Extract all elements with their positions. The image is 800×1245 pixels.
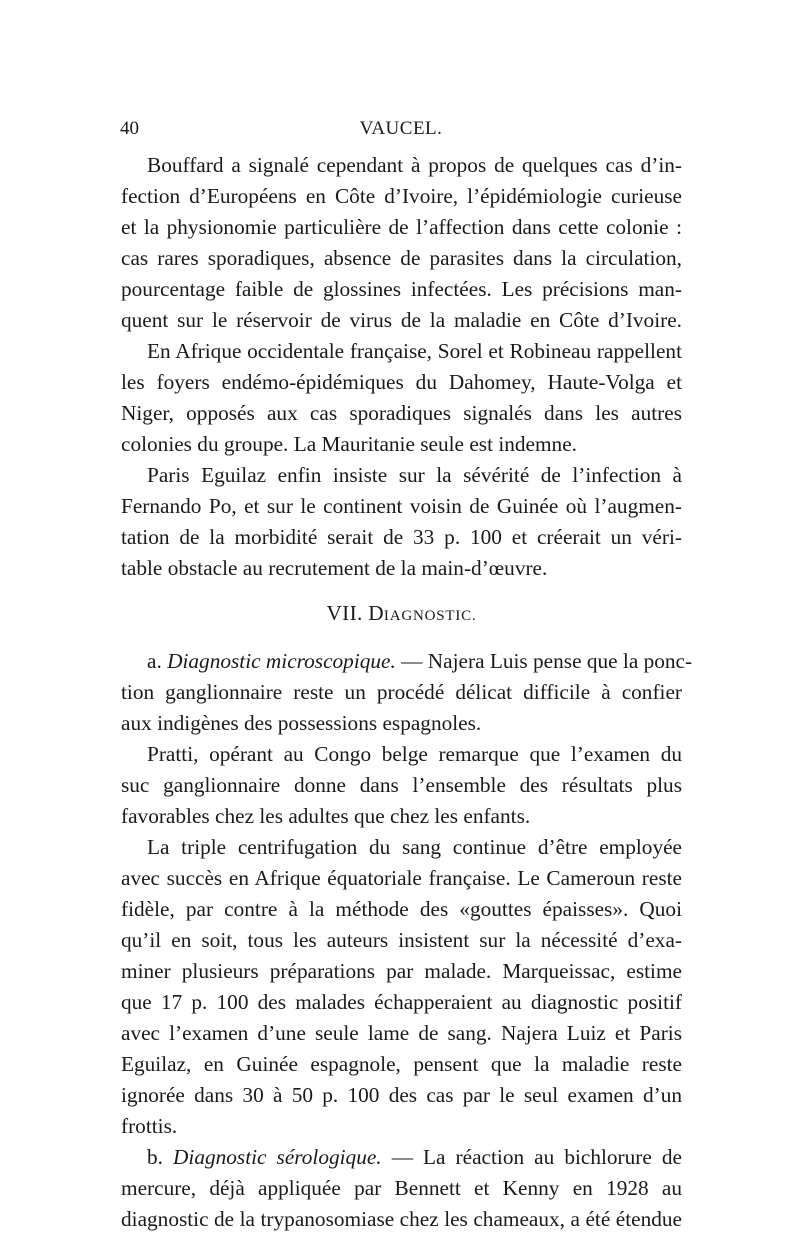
text-line: que 17 p. 100 des malades échapperaient au diagnostic positif <box>121 990 682 1014</box>
text-line: cas rares sporadiques, absence de parasites dans la circulation, <box>121 246 682 270</box>
subsection-b-lead-line <box>147 1142 682 1173</box>
subsection-a-lead-line <box>147 646 693 677</box>
section-numeral: VII. <box>326 601 363 625</box>
text-line: colonies du groupe. La Mauritanie seule est indemne. <box>121 432 577 456</box>
text-line: favorables chez les adultes que chez les enfants. <box>121 804 531 828</box>
page-number: 40 <box>120 118 139 139</box>
subsection-b-label: b. <box>147 1145 163 1169</box>
text-line: tation de la morbidité serait de 33 p. 100 et créerait un véri- <box>121 525 682 549</box>
text-line: quent sur le réservoir de virus de la maladie en Côte d’Ivoire. <box>121 308 682 332</box>
text-line: avec l’examen d’une seule lame de sang. Najera Luiz et Paris <box>121 1021 682 1045</box>
section-title-initial: D <box>368 601 384 625</box>
text-line: Fernando Po, et sur le continent voisin de Guinée où l’augmen- <box>121 494 682 518</box>
text-line: Paris Eguilaz enfin insiste sur la sévérité de l’infection à <box>147 463 682 487</box>
text-line: fection d’Européens en Côte d’Ivoire, l’épidémiologie curieuse <box>121 184 682 208</box>
running-head-author: VAUCEL. <box>359 118 443 139</box>
text-line: Bouffard a signalé cependant à propos de quelques cas d’in- <box>147 153 682 177</box>
text-line: table obstacle au recrutement de la main-d’œuvre. <box>121 556 548 580</box>
subsection-a-label: a. <box>147 649 162 673</box>
text-line: ignorée dans 30 à 50 p. 100 des cas par le seul examen d’un <box>121 1083 682 1107</box>
text-line: fidèle, par contre à la méthode des «gouttes épaisses». Quoi <box>121 897 682 921</box>
text-line: En Afrique occidentale française, Sorel et Robineau rappellent <box>147 339 682 363</box>
section-heading <box>121 597 682 629</box>
text-line: miner plusieurs préparations par malade. Marqueissac, estime <box>121 959 682 983</box>
text-line: mercure, déjà appliquée par Bennett et Kenny en 1928 au <box>121 1176 682 1200</box>
text-line: La triple centrifugation du sang continue d’être employée <box>147 835 682 859</box>
text-line: diagnostic de la trypanosomiase chez les chameaux, a été étendue <box>121 1207 682 1231</box>
text-line: aux indigènes des possessions espagnoles. <box>121 711 482 735</box>
text-line: Niger, opposés aux cas sporadiques signalés dans les autres <box>121 401 682 425</box>
text-line: Pratti, opérant au Congo belge remarque que l’examen du <box>147 742 682 766</box>
subsection-a-lead-text: — Najera Luis pense que la ponc- <box>395 649 693 673</box>
subsection-a-title: Diagnostic microscopique. <box>167 649 396 673</box>
text-line: qu’il en soit, tous les auteurs insistent sur la nécessité d’exa- <box>121 928 682 952</box>
text-line: frottis. <box>121 1114 178 1138</box>
subsection-b-lead-text: — La réaction au bichlorure de <box>381 1145 682 1169</box>
text-line: tion ganglionnaire reste un procédé délicat difficile à confier <box>121 680 682 704</box>
text-line: Eguilaz, en Guinée espagnole, pensent que la maladie reste <box>121 1052 682 1076</box>
text-line: les foyers endémo-épidémiques du Dahomey, Haute-Volga et <box>121 370 682 394</box>
subsection-b-title: Diagnostic sérologique. <box>173 1145 382 1169</box>
text-line: pourcentage faible de glossines infectées. Les précisions man- <box>121 277 682 301</box>
text-line: avec succès en Afrique équatoriale française. Le Cameroun reste <box>121 866 682 890</box>
text-line: suc ganglionnaire donne dans l’ensemble des résultats plus <box>121 773 682 797</box>
section-title-rest: IAGNOSTIC. <box>383 608 477 624</box>
text-line: et la physionomie particulière de l’affection dans cette colonie : <box>121 215 682 239</box>
running-head <box>120 116 682 142</box>
